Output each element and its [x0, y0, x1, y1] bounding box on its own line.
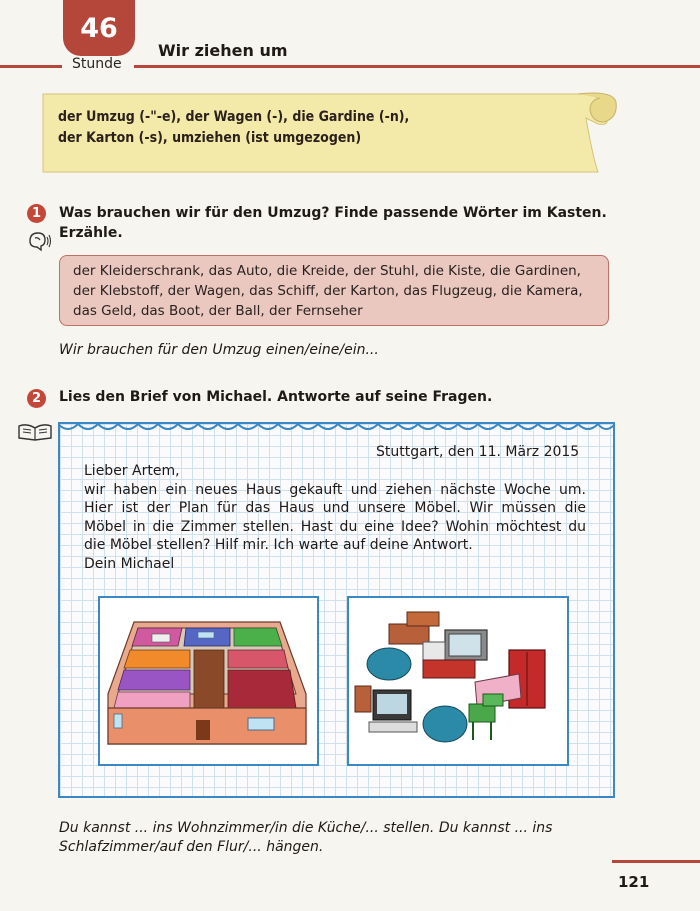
letter-date: Stuttgart, den 11. März 2015	[376, 444, 580, 460]
word-box-line: der Klebstoff, der Wagen, das Schiff, der Karton, das Flugzeug, die Kamera,	[73, 283, 583, 299]
house-plan-illustration	[100, 598, 317, 764]
exercise-1-example: Wir brauchen für den Umzug einen/eine/ein...	[59, 342, 379, 358]
house-plan-image	[98, 596, 319, 766]
exercise-2-instruction: Lies den Brief von Michael. Antworte auf seine Fragen.	[59, 389, 493, 405]
page-title: Wir ziehen um	[158, 41, 288, 60]
furniture-image	[347, 596, 569, 766]
letter-line: Möbel in die Zimmer stellen. Hast du eine Idee? Wohin möchtest du	[84, 518, 586, 535]
lesson-number-badge: 46	[63, 0, 135, 56]
lesson-label: Stunde	[72, 56, 122, 72]
word-box	[59, 255, 609, 326]
letter-line: Hier ist der Plan für das Haus und unsere Möbel. Wir müssen die	[84, 500, 586, 517]
exercise-2-number: 2	[27, 389, 46, 408]
footer-divider	[612, 860, 700, 863]
vocabulary-line: der Umzug (-"-e), der Wagen (-), die Gardine (-n),	[58, 109, 410, 125]
word-box-line: der Kleiderschrank, das Auto, die Kreide, der Stuhl, die Kiste, die Gardinen,	[73, 263, 581, 279]
letter-line: die Möbel stellen? Hilf mir. Ich warte auf deine Antwort.	[84, 537, 473, 554]
header-divider-right	[134, 65, 700, 68]
vocabulary-line: der Karton (-s), umziehen (ist umgezogen)	[58, 130, 362, 146]
letter-greeting: Lieber Artem,	[84, 463, 180, 479]
exercise-2-answer-pattern: Du kannst ... ins Wohnzimmer/in die Küche/... stellen. Du kannst ... ins Schlafzimmer/auf den Flur/... hängen.	[59, 820, 553, 855]
letter-closing: Dein Michael	[84, 555, 175, 572]
speaking-icon	[26, 229, 52, 253]
exercise-1-instruction: Was brauchen wir für den Umzug? Finde passende Wörter im Kasten. Erzähle.	[59, 205, 607, 241]
reading-book-icon	[17, 420, 53, 442]
page-number: 121	[618, 873, 650, 891]
word-box-line: das Geld, das Boot, der Ball, der Fernseher	[73, 303, 363, 319]
vocabulary-list	[58, 107, 558, 149]
letter-box-wavy-border	[58, 420, 615, 438]
letter-body	[84, 462, 586, 574]
exercise-1-number: 1	[27, 204, 46, 223]
letter-line: wir haben ein neues Haus gekauft und ziehen nächste Woche um.	[84, 481, 586, 498]
furniture-illustration	[349, 598, 567, 764]
header-divider-left	[0, 65, 62, 68]
